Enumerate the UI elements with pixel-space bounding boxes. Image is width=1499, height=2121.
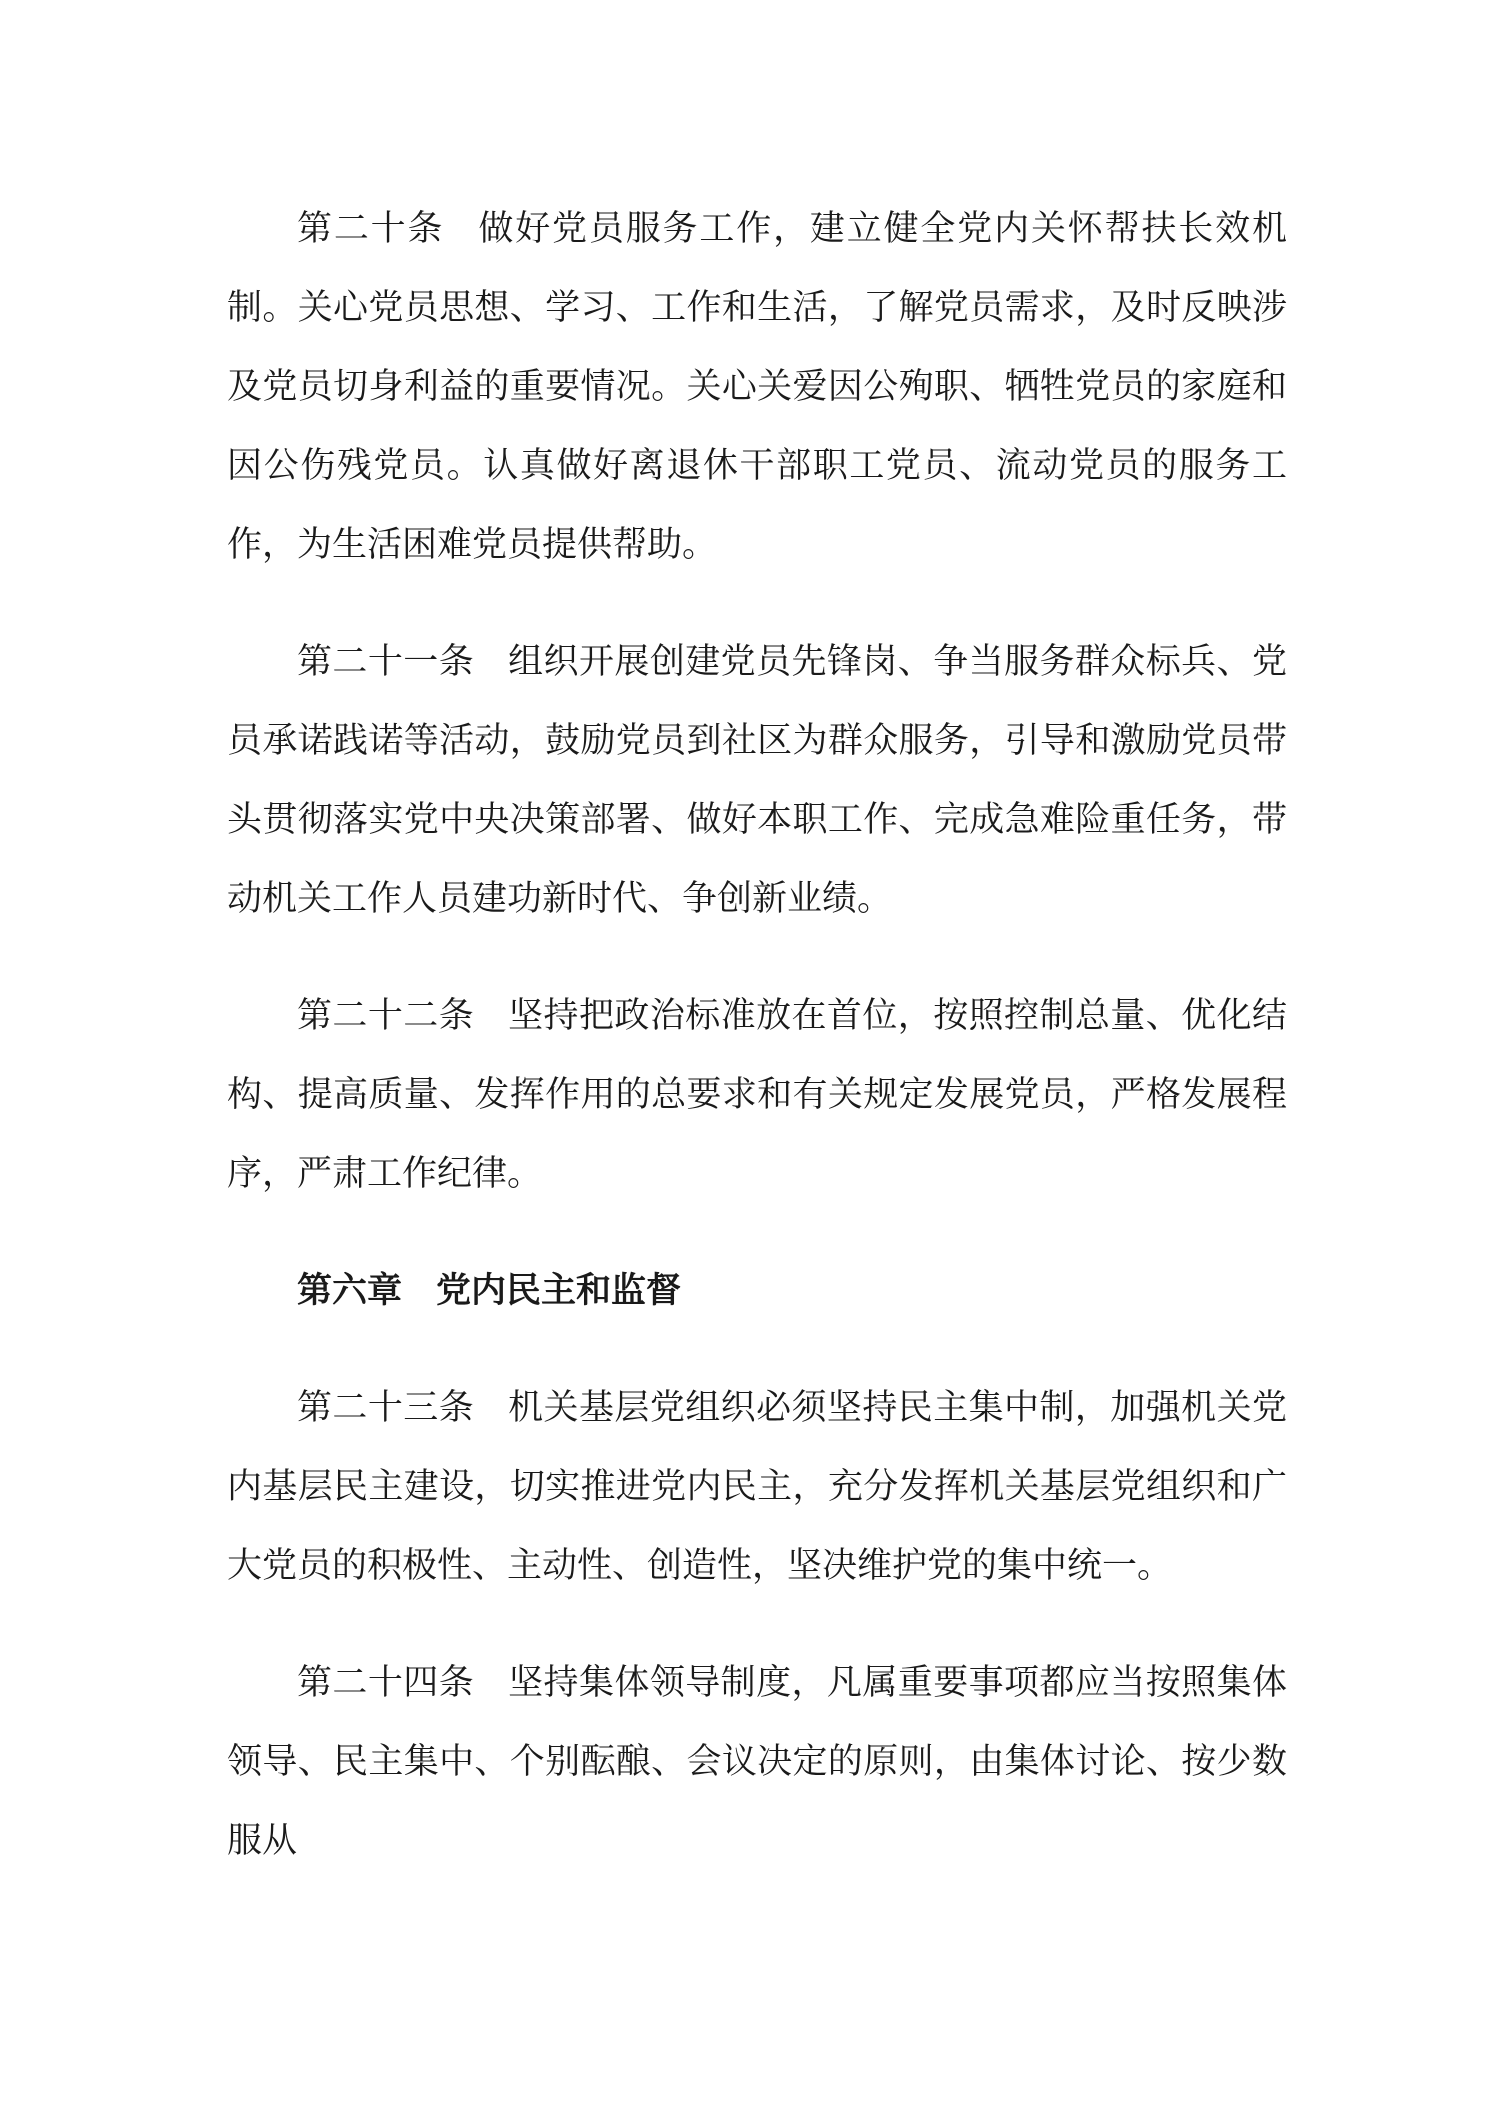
article-number: 第二十条 [297,209,445,249]
article-20 [227,190,1287,585]
article-23 [227,1369,1287,1606]
article-text: 坚持把政治标准放在首位，按照控制总量、优化结构、提高质量、发挥作用的总要求和有关规定发展党员，严格发展程序，严肃工作纪律。 [227,996,1287,1194]
article-22 [227,977,1287,1214]
chapter-number: 第六章 [297,1271,403,1311]
article-text: 做好党员服务工作，建立健全党内关怀帮扶长效机制。关心党员思想、学习、工作和生活，了解党员需求，及时反映涉及党员切身利益的重要情况。关心关爱因公殉职、牺牲党员的家庭和因公伤残党员。认真做好离退休干部职工党员、流动党员的服务工作，为生活困难党员提供帮助。 [227,209,1287,565]
article-number: 第二十四条 [297,1663,475,1703]
article-text: 组织开展创建党员先锋岗、争当服务群众标兵、党员承诺践诺等活动，鼓励党员到社区为群众服务，引导和激励党员带头贯彻落实党中央决策部署、做好本职工作、完成急难险重任务，带动机关工作人员建功新时代、争创新业绩。 [227,642,1287,919]
article-number: 第二十二条 [297,996,475,1036]
article-number: 第二十三条 [297,1388,475,1428]
article-24 [227,1644,1287,1881]
article-number: 第二十一条 [297,642,475,682]
chapter-heading [227,1252,1287,1331]
chapter-title: 党内民主和监督 [436,1271,682,1311]
article-text: 坚持集体领导制度，凡属重要事项都应当按照集体领导、民主集中、个别酝酿、会议决定的原则，由集体讨论、按少数服从 [227,1663,1287,1861]
document-body [227,190,1287,1919]
article-21 [227,623,1287,939]
article-text: 机关基层党组织必须坚持民主集中制，加强机关党内基层民主建设，切实推进党内民主，充分发挥机关基层党组织和广大党员的积极性、主动性、创造性，坚决维护党的集中统一。 [227,1388,1287,1586]
